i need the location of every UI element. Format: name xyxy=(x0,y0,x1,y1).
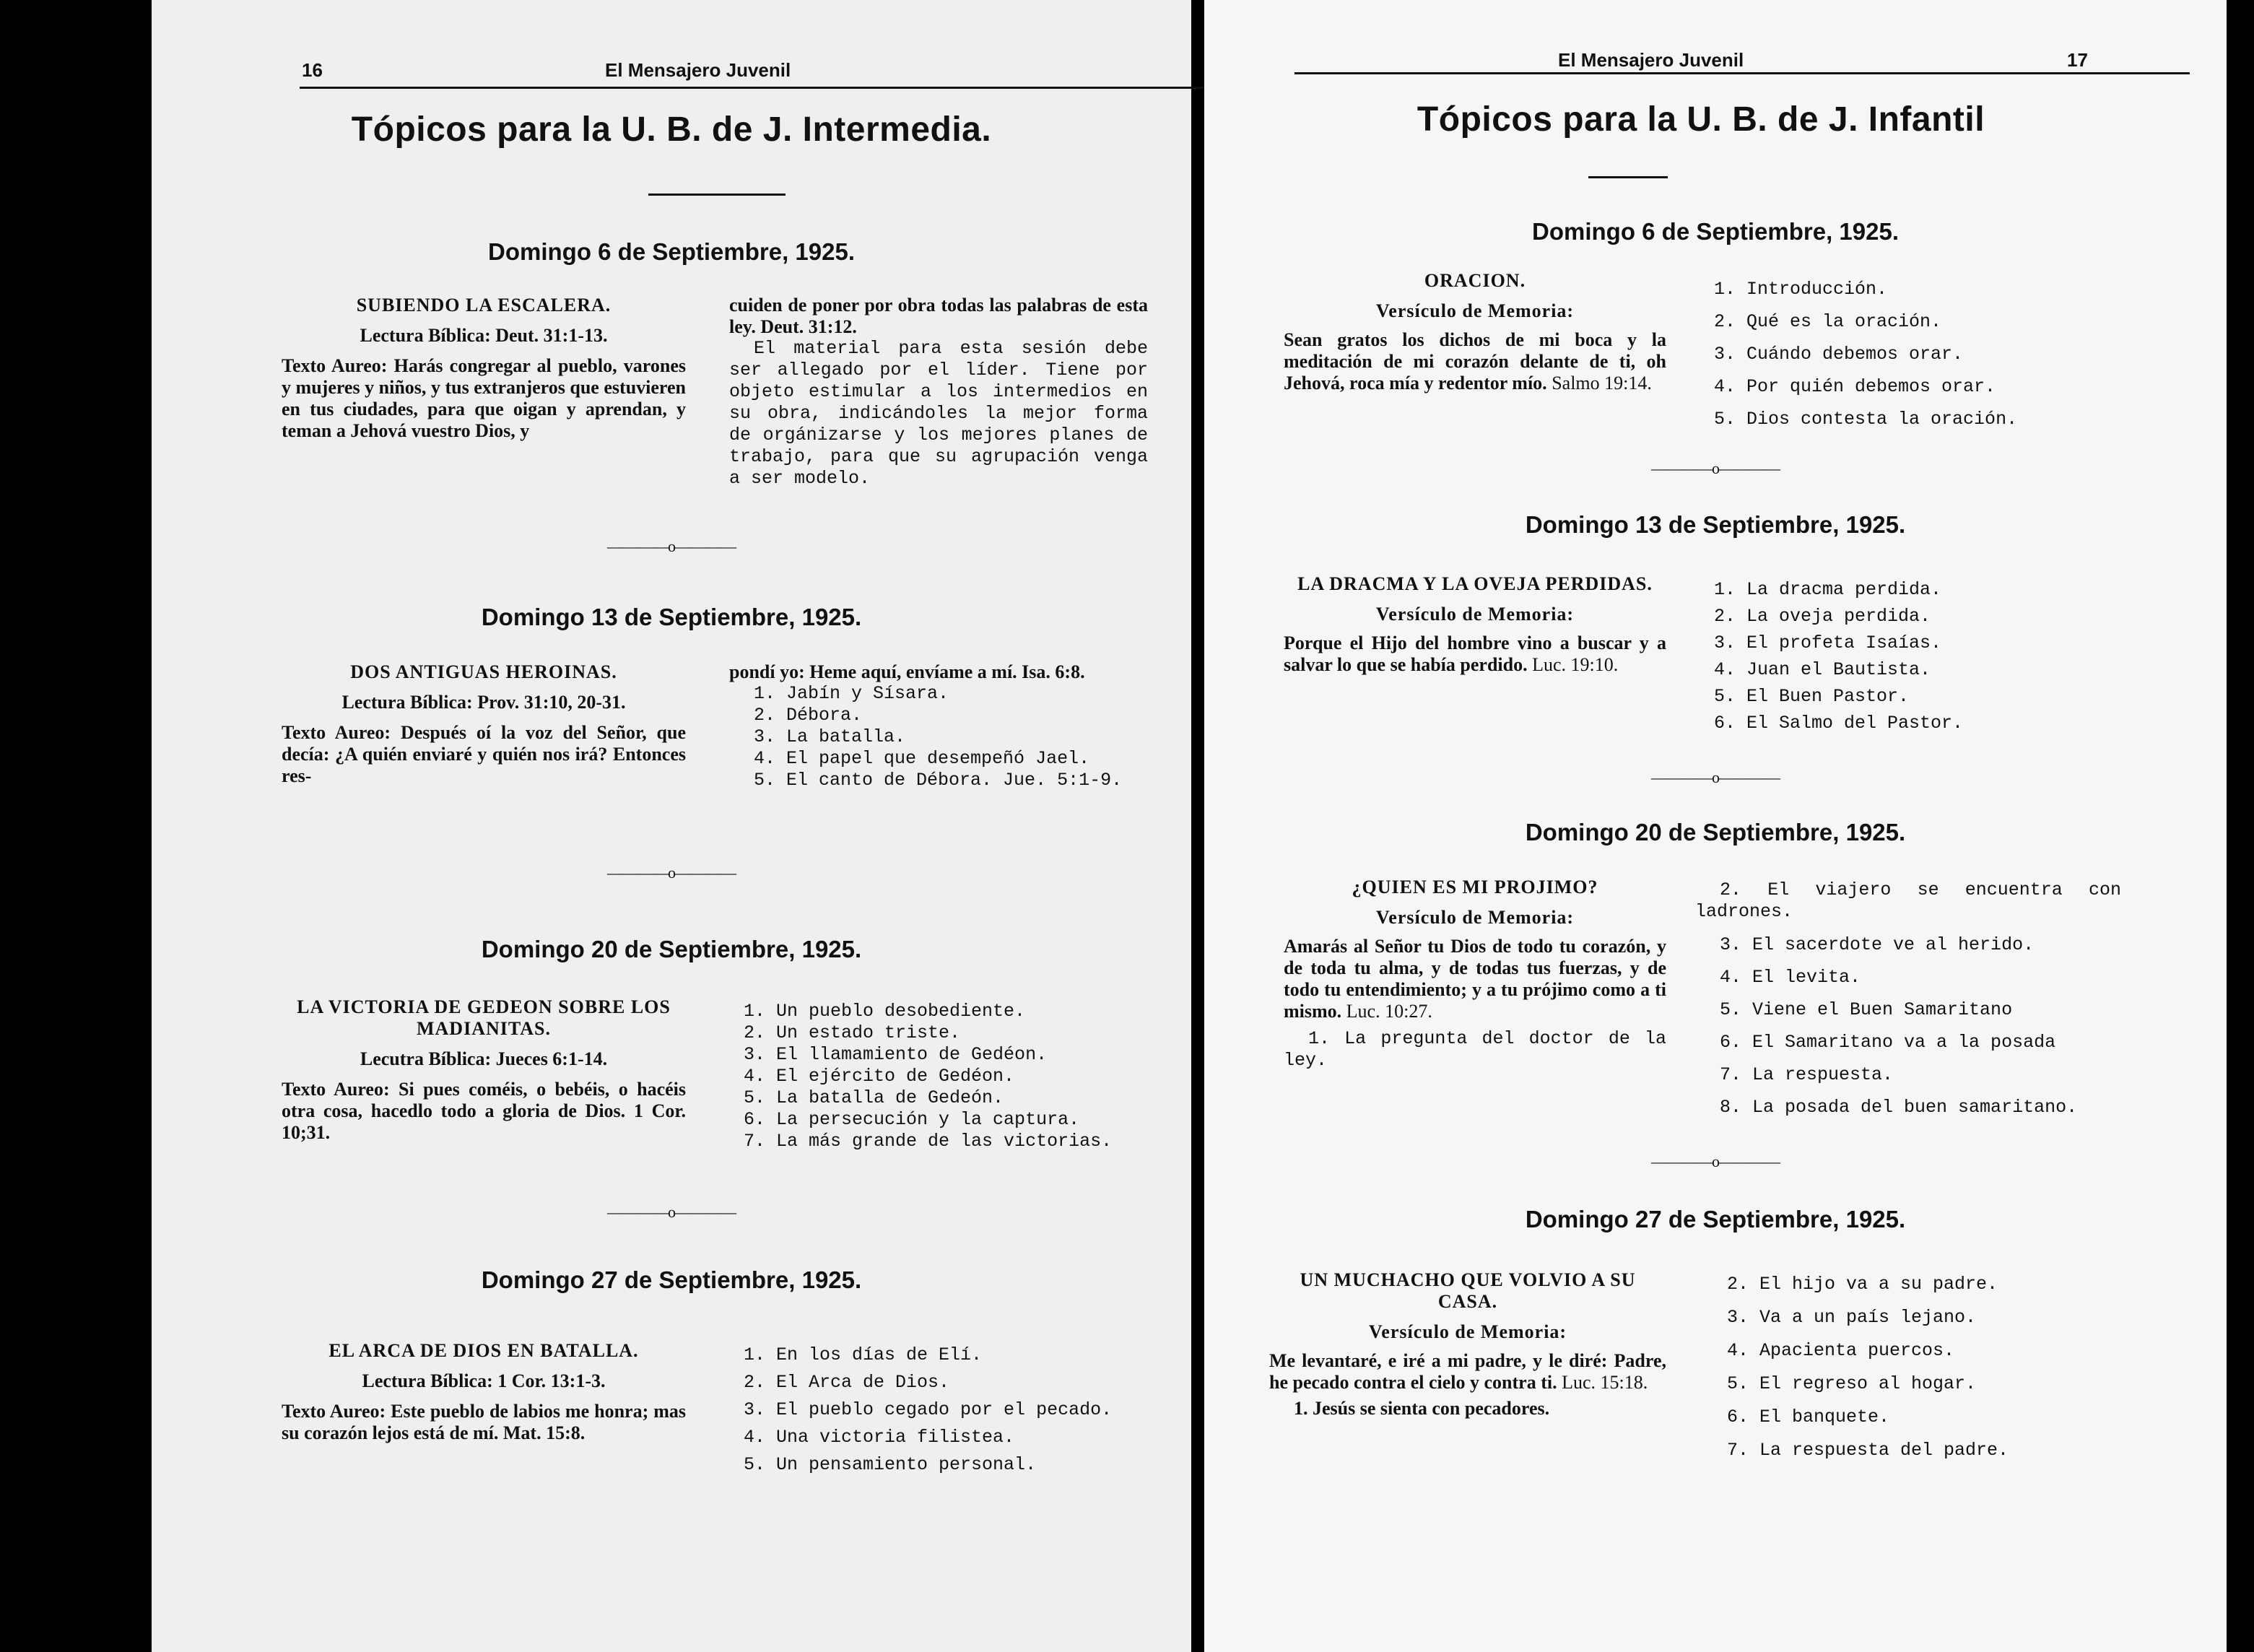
header-rule xyxy=(300,87,1289,89)
topic-heading: EL ARCA DE DIOS EN BATALLA. xyxy=(328,1340,639,1361)
section-right-column xyxy=(744,1342,1162,1479)
topic-heading: LA VICTORIA DE GEDEON SOBRE LOS MADIANITAS. xyxy=(297,996,671,1039)
list-item: 2. Qué es la oración. xyxy=(1714,311,1942,332)
memory-verse-label: Versículo de Memoria: xyxy=(1375,300,1575,321)
list-item: 6. El Salmo del Pastor. xyxy=(1714,713,1964,734)
list-item: 3. El pueblo cegado por el pecado. xyxy=(744,1399,1113,1420)
list-item: 1. Jabín y Sísara. xyxy=(754,683,949,704)
bible-reading: Lectura Bíblica: 1 Cor. 13:1-3. xyxy=(362,1370,606,1391)
list-item: 5. Un pensamiento personal. xyxy=(744,1454,1037,1475)
topic-heading: UN MUCHACHO QUE VOLVIO A SU CASA. xyxy=(1300,1269,1636,1312)
memory-verse-label: Versículo de Memoria: xyxy=(1375,604,1575,625)
section-left-column xyxy=(282,996,686,1144)
list-item: 1. En los días de Elí. xyxy=(744,1344,983,1365)
list-item: 6. La persecución y la captura. xyxy=(744,1109,1080,1130)
list-item: 1. Un pueblo desobediente. xyxy=(744,1001,1026,1022)
golden-text-continued: cuiden de poner por obra todas las palabras de esta ley. Deut. 31:12. xyxy=(729,295,1148,337)
section-separator: ————o———— xyxy=(607,1203,736,1221)
memory-verse: Me levantaré, e iré a mi padre, y le diré: Padre, he pecado contra el cielo y contra ti. Luc. 15:18. xyxy=(1269,1350,1666,1393)
section-note: El material para esta sesión debe ser allegado por el líder. Tiene por objeto estimular a los intermedios en su obra, indicándoles la mejor forma de orgánizarse y los mejores planes de trabajo, para que su agrupación venga a ser modelo. xyxy=(729,338,1148,489)
topic-heading: LA DRACMA Y LA OVEJA PERDIDAS. xyxy=(1297,573,1653,594)
running-head: El Mensajero Juvenil xyxy=(1558,49,1744,71)
golden-text: Texto Aureo: Harás congregar al pueblo, varones y mujeres y niños, y tus extranjeros que estuvieren en tus ciudades, para que oigan y aprendan, y teman a Jehová vuestro Dios, y xyxy=(282,355,686,441)
section-date: Domingo 13 de Septiembre, 1925. xyxy=(1525,511,1906,538)
section-date: Domingo 20 de Septiembre, 1925. xyxy=(481,936,862,962)
verse-reference: Luc. 15:18. xyxy=(1562,1372,1648,1393)
list-item: 3. La batalla. xyxy=(754,726,906,747)
list-item: 6. El Samaritano va a la posada xyxy=(1720,1032,2056,1053)
verse-reference: Salmo 19:14. xyxy=(1552,373,1652,394)
list-item: 2. Débora. xyxy=(754,705,863,726)
list-item: 4. Juan el Bautista. xyxy=(1714,659,1931,680)
list-item: 2. El hijo va a su padre. xyxy=(1727,1274,1998,1295)
bible-reading: Lectura Bíblica: Prov. 31:10, 20-31. xyxy=(341,692,626,713)
list-item: 4. Por quién debemos orar. xyxy=(1714,376,1996,397)
topic-heading: SUBIENDO LA ESCALERA. xyxy=(356,295,612,316)
section-right-column xyxy=(1714,576,2118,736)
page-number: 17 xyxy=(2067,49,2088,71)
page-number: 16 xyxy=(302,59,323,81)
section-right-column xyxy=(729,661,1148,791)
list-item: 6. El banquete. xyxy=(1727,1407,1890,1427)
section-separator: ————o———— xyxy=(1651,459,1780,477)
list-item: 5. El canto de Débora. Jue. 5:1-9. xyxy=(754,770,1123,791)
running-head: El Mensajero Juvenil xyxy=(605,59,791,81)
list-item: 4. Una victoria filistea. xyxy=(744,1427,1015,1448)
list-item: 2. El viajero se encuentra con ladrones. xyxy=(1695,879,2121,922)
header-rule xyxy=(1294,72,2190,74)
section-date: Domingo 20 de Septiembre, 1925. xyxy=(1525,819,1906,845)
list-item: 1. La pregunta del doctor de la ley. xyxy=(1284,1028,1666,1071)
list-item: 7. La más grande de las victorias. xyxy=(744,1131,1113,1152)
section-right-column xyxy=(1702,1268,2121,1467)
memory-verse-label: Versículo de Memoria: xyxy=(1375,907,1575,928)
list-item: 7. La respuesta del padre. xyxy=(1727,1440,2009,1461)
section-left-column xyxy=(1284,270,1666,394)
section-date: Domingo 27 de Septiembre, 1925. xyxy=(481,1266,862,1293)
section-date: Domingo 27 de Septiembre, 1925. xyxy=(1525,1206,1906,1233)
topic-heading: DOS ANTIGUAS HEROINAS. xyxy=(350,661,617,682)
list-item: 3. El llamamiento de Gedéon. xyxy=(744,1044,1048,1065)
verse-reference: Luc. 19:10. xyxy=(1532,654,1619,675)
bible-reading: Lectura Bíblica: Deut. 31:1-13. xyxy=(360,325,608,346)
list-item: 4. El levita. xyxy=(1720,967,1861,988)
section-date: Domingo 6 de Septiembre, 1925. xyxy=(1532,218,1899,245)
topic-heading: ¿QUIEN ES MI PROJIMO? xyxy=(1352,877,1598,897)
list-item: 5. Dios contesta la oración. xyxy=(1714,409,2018,430)
section-separator: ————o———— xyxy=(607,537,736,555)
page-title: Tópicos para la U. B. de J. Intermedia. xyxy=(351,110,992,149)
golden-text: Texto Aureo: Este pueblo de labios me honra; mas su corazón lejos está de mí. Mat. 15:8. xyxy=(282,1401,686,1443)
list-item: 5. El regreso al hogar. xyxy=(1727,1373,1977,1394)
golden-text: Texto Aureo: Después oí la voz del Señor, que decía: ¿A quién enviaré y quién nos irá? Entonces res- xyxy=(282,722,686,786)
memory-verse: Amarás al Señor tu Dios de todo tu corazón, y de toda tu alma, y de todas tus fuerzas, y de todo tu entendimiento; y a tu prójimo como a ti mismo. Luc. 10:27. xyxy=(1284,936,1666,1022)
title-divider xyxy=(1588,176,1668,178)
list-item: 2. La oveja perdida. xyxy=(1714,606,1931,627)
list-item: 2. El Arca de Dios. xyxy=(744,1372,950,1393)
list-item: 7. La respuesta. xyxy=(1720,1064,1894,1085)
right-page xyxy=(1204,0,2227,1652)
list-item: 4. El ejército de Gedéon. xyxy=(744,1066,1015,1087)
section-left-column xyxy=(282,661,686,787)
list-item: 5. La batalla de Gedeón. xyxy=(744,1087,1004,1108)
page-title: Tópicos para la U. B. de J. Infantil xyxy=(1417,100,1985,139)
section-right-column xyxy=(1695,879,2121,1123)
section-separator: ————o———— xyxy=(607,864,736,882)
section-right-column xyxy=(1714,273,2118,435)
title-divider xyxy=(648,194,786,196)
section-left-column xyxy=(282,1340,686,1444)
section-right-column xyxy=(729,295,1148,490)
list-item: 2. Un estado triste. xyxy=(744,1022,961,1043)
list-item: 8. La posada del buen samaritano. xyxy=(1720,1097,2078,1118)
section-left-column xyxy=(282,295,686,442)
verse-reference: Luc. 10:27. xyxy=(1346,1001,1432,1022)
section-date: Domingo 13 de Septiembre, 1925. xyxy=(481,604,862,630)
section-separator: ————o———— xyxy=(1651,768,1780,786)
bible-reading: Lecutra Bíblica: Jueces 6:1-14. xyxy=(360,1048,608,1069)
list-item: 3. El profeta Isaías. xyxy=(1714,632,1942,653)
section-left-column xyxy=(1269,1269,1666,1420)
memory-verse-label: Versículo de Memoria: xyxy=(1368,1321,1567,1342)
memory-verse: Porque el Hijo del hombre vino a buscar y a salvar lo que se había perdido. Luc. 19:10. xyxy=(1284,632,1666,675)
topic-heading: ORACION. xyxy=(1424,270,1526,291)
list-item: 1. Introducción. xyxy=(1714,279,1888,300)
section-date: Domingo 6 de Septiembre, 1925. xyxy=(488,238,855,265)
section-right-column xyxy=(744,1001,1162,1152)
list-item: 1. Jesús se sienta con pecadores. xyxy=(1294,1398,1550,1419)
memory-verse: Sean gratos los dichos de mi boca y la meditación de mi corazón delante de ti, oh Jehová, roca mía y redentor mío. Salmo 19:14. xyxy=(1284,329,1666,394)
section-separator: ————o———— xyxy=(1651,1152,1780,1170)
golden-text-continued: pondí yo: Heme aquí, envíame a mí. Isa. 6:8. xyxy=(729,661,1085,682)
list-item: 5. El Buen Pastor. xyxy=(1714,686,1910,707)
list-item: 3. Va a un país lejano. xyxy=(1727,1307,1977,1328)
list-item: 3. Cuándo debemos orar. xyxy=(1714,344,1964,365)
list-item: 4. El papel que desempeñó Jael. xyxy=(754,748,1090,769)
list-item: 3. El sacerdote ve al herido. xyxy=(1720,934,2035,955)
section-left-column xyxy=(1284,573,1666,676)
section-left-column xyxy=(1284,877,1666,1071)
list-item: 4. Apacienta puercos. xyxy=(1727,1340,1955,1361)
list-item: 1. La dracma perdida. xyxy=(1714,579,1942,600)
left-page xyxy=(152,0,1191,1652)
golden-text: Texto Aureo: Si pues coméis, o bebéis, o hacéis otra cosa, hacedlo todo a gloria de Dios. 1 Cor. 10;31. xyxy=(282,1079,686,1143)
list-item: 5. Viene el Buen Samaritano xyxy=(1720,999,2013,1020)
